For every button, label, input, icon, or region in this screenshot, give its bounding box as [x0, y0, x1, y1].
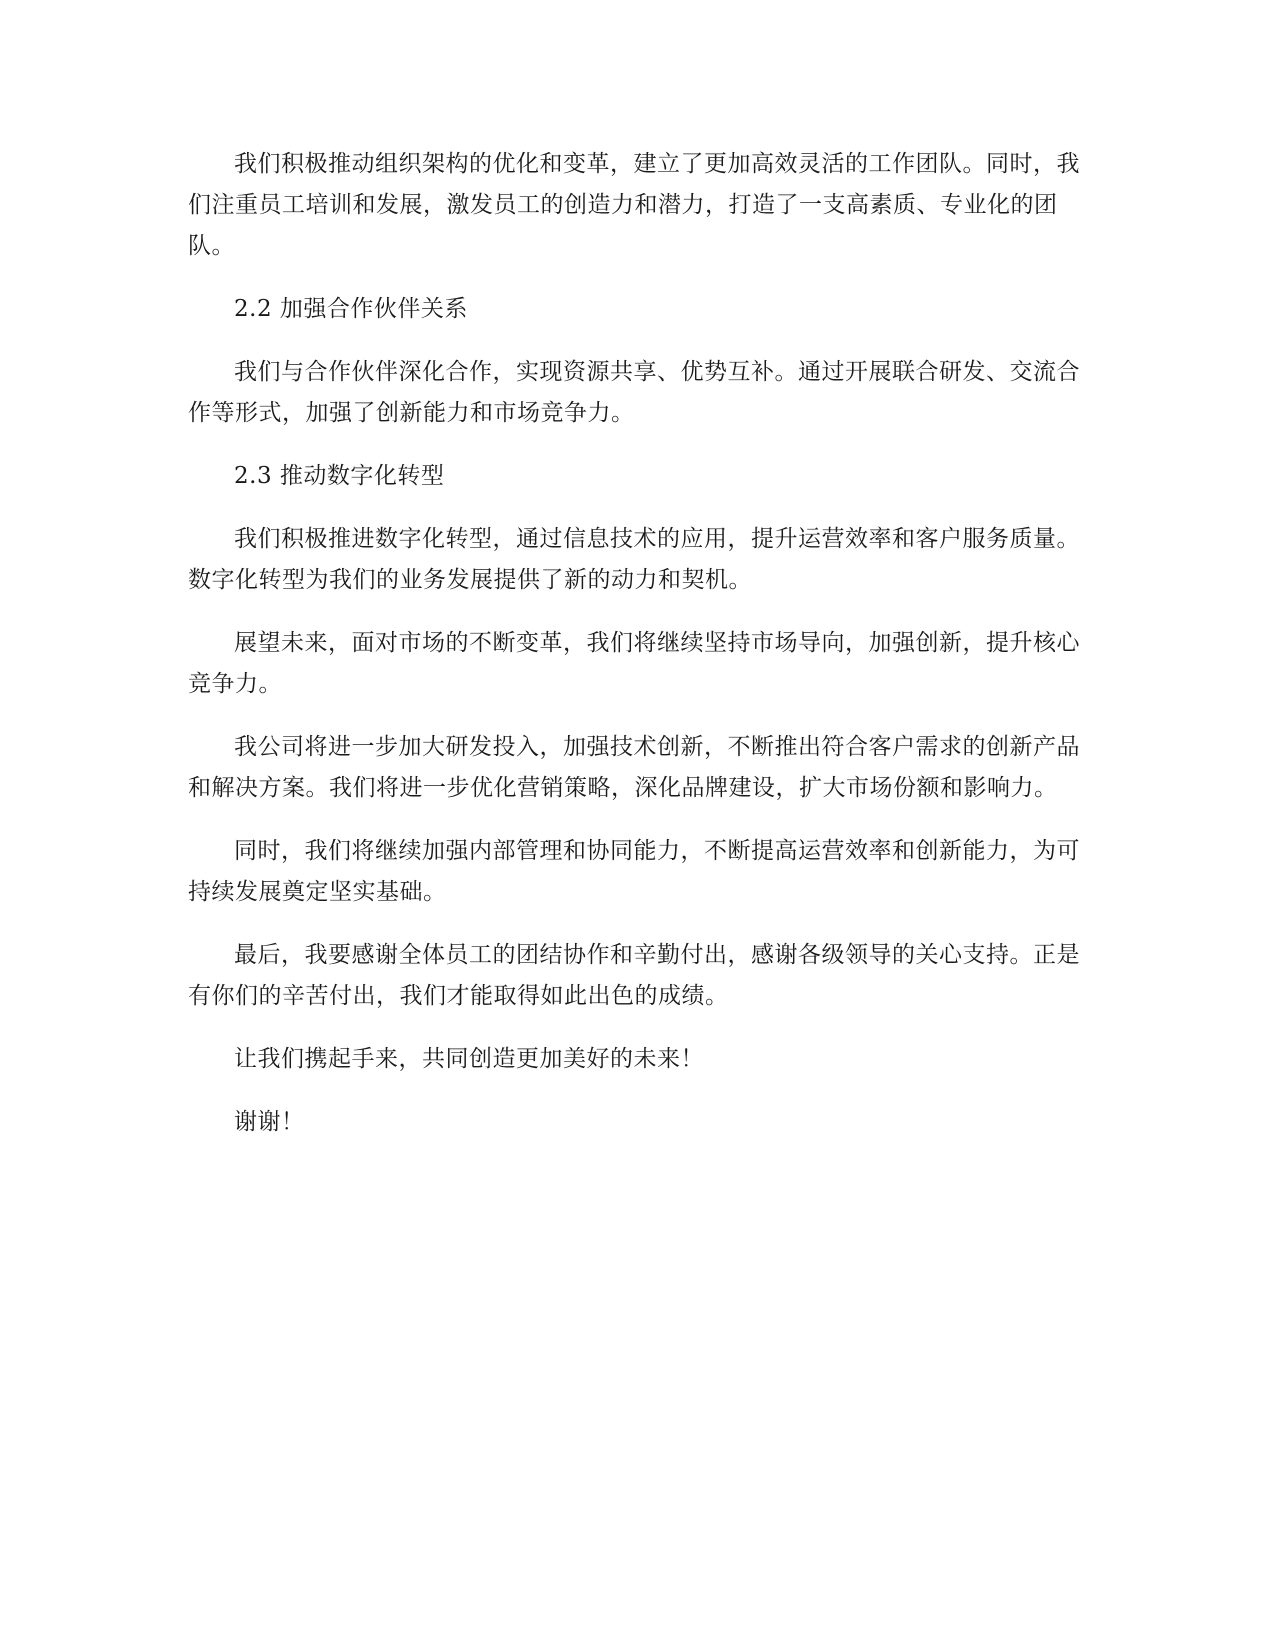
section-heading-digital-transformation: 2.3 推动数字化转型: [234, 463, 445, 489]
document-body: [188, 144, 1088, 1165]
paragraph-closing: 谢谢！: [234, 1109, 305, 1135]
paragraph-digital-transformation: 我们积极推进数字化转型，通过信息技术的应用，提升运营效率和客户服务质量。数字化转型为我们的业务发展提供了新的动力和契机。: [188, 526, 1080, 593]
paragraph-team-building: 我们积极推动组织架构的优化和变革，建立了更加高效灵活的工作团队。同时，我们注重员工培训和发展，激发员工的创造力和潜力，打造了一支高素质、专业化的团队。: [188, 151, 1080, 259]
paragraph-partnership: 我们与合作伙伴深化合作，实现资源共享、优势互补。通过开展联合研发、交流合作等形式，加强了创新能力和市场竞争力。: [188, 359, 1080, 426]
section-heading-partnership: 2.2 加强合作伙伴关系: [234, 296, 468, 322]
paragraph-rd-investment: 我公司将进一步加大研发投入，加强技术创新，不断推出符合客户需求的创新产品和解决方案。我们将进一步优化营销策略，深化品牌建设，扩大市场份额和影响力。: [188, 734, 1080, 801]
paragraph-outlook: 展望未来，面对市场的不断变革，我们将继续坚持市场导向，加强创新，提升核心竞争力。: [188, 630, 1080, 697]
paragraph-internal-management: 同时，我们将继续加强内部管理和协同能力，不断提高运营效率和创新能力，为可持续发展奠定坚实基础。: [188, 838, 1080, 905]
paragraph-thanks-staff: 最后，我要感谢全体员工的团结协作和辛勤付出，感谢各级领导的关心支持。正是有你们的辛苦付出，我们才能取得如此出色的成绩。: [188, 942, 1080, 1009]
paragraph-call-to-action: 让我们携起手来，共同创造更加美好的未来！: [234, 1046, 704, 1072]
